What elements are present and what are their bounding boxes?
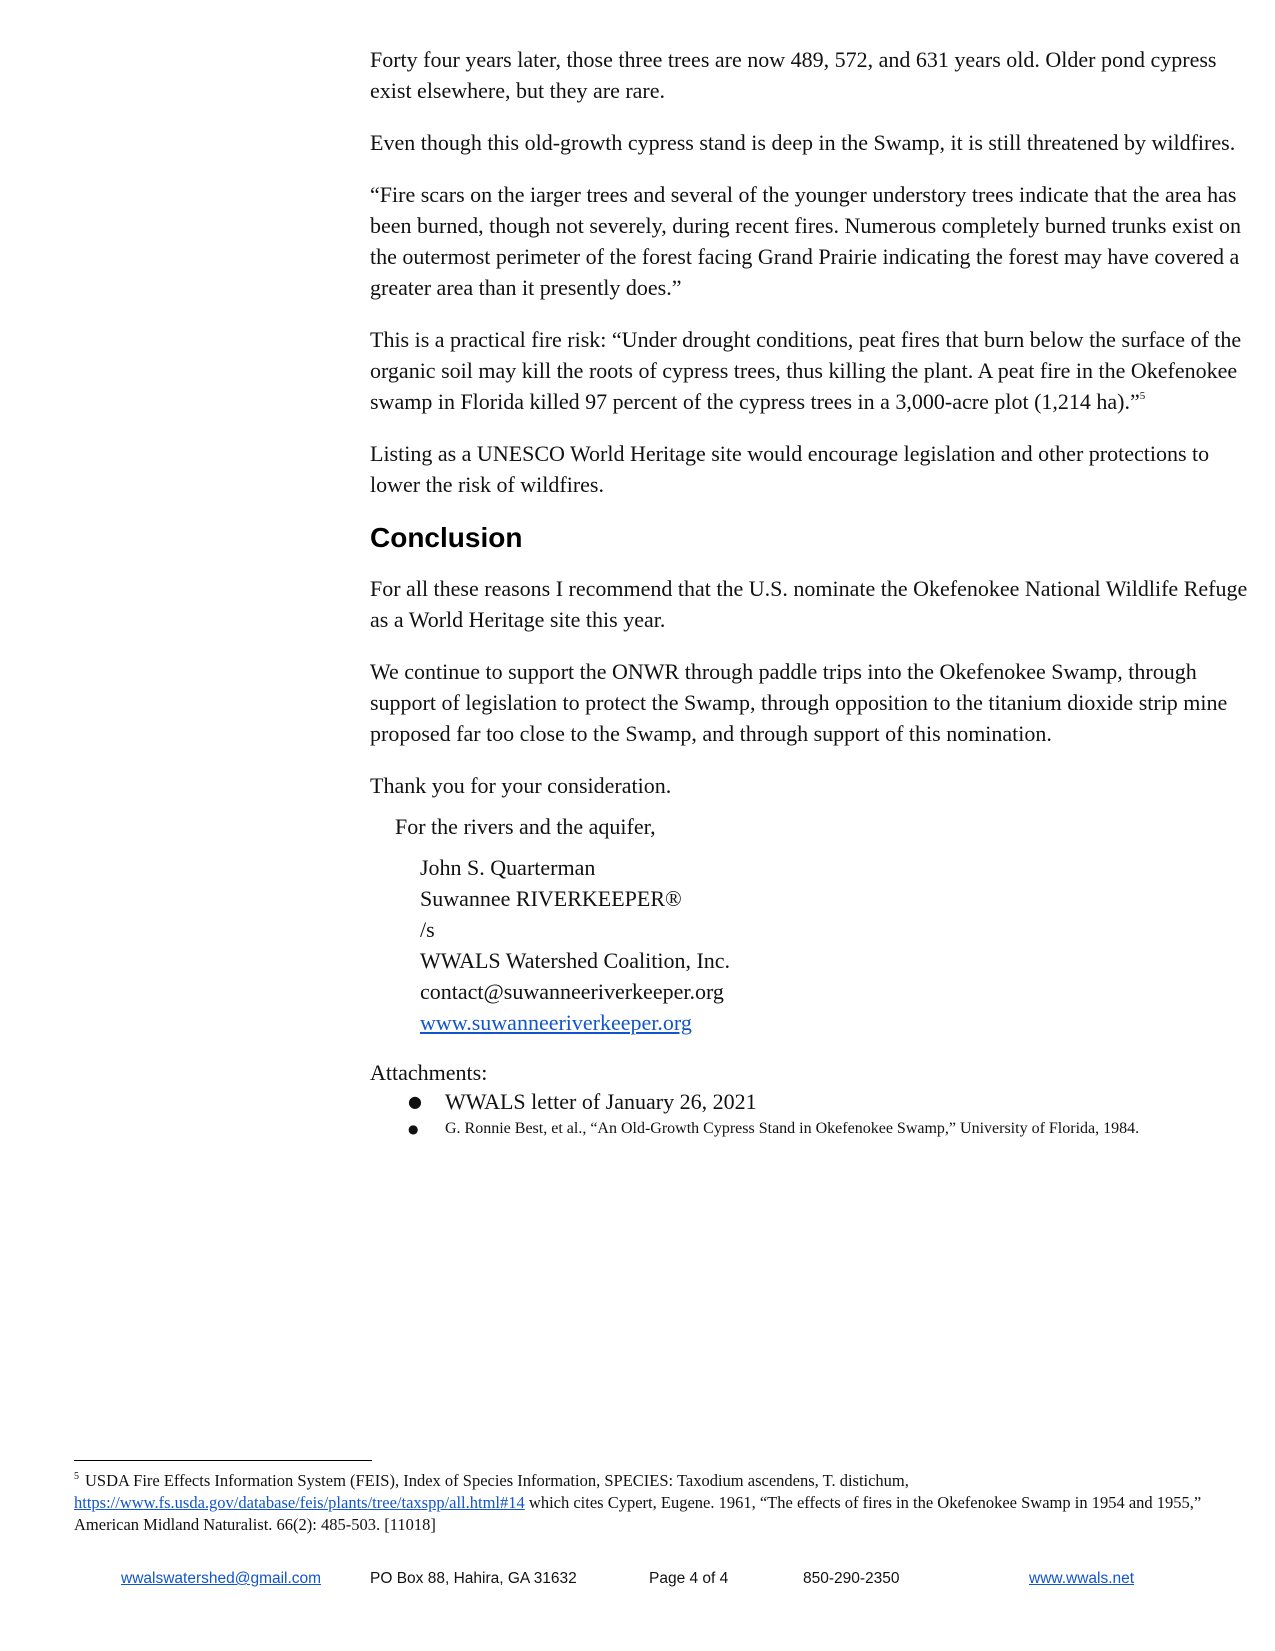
attachment-text: WWALS letter of January 26, 2021 bbox=[445, 1089, 757, 1114]
footnote-number: 5 bbox=[74, 1471, 79, 1482]
attachment-text: G. Ronnie Best, et al., “An Old-Growth Cypress Stand in Okefenokee Swamp,” University of Florida, 1984. bbox=[445, 1120, 1140, 1137]
footnote-reference[interactable]: 5 bbox=[1139, 390, 1146, 402]
paragraph-support: We continue to support the ONWR through paddle trips into the Okefenokee Swamp, through support of legislation to protect the Swamp, through opposition to the titanium dioxide strip mine proposed far too close to the Swamp, and through support of this nomination. bbox=[370, 659, 1228, 746]
footer-email-link[interactable]: wwalswatershed@gmail.com bbox=[121, 1570, 322, 1587]
footnote-text-after: which cites Cypert, Eugene. 1961, “The effects of fires in the Okefenokee Swamp in 1954 and 1955,” American Midland Naturalist. 66(2): 485-503. [11018] bbox=[74, 1493, 1202, 1534]
bullet-icon: ● bbox=[408, 1122, 419, 1136]
paragraph-thanks: Thank you for your consideration. bbox=[370, 773, 672, 798]
footer-website-link[interactable]: www.wwals.net bbox=[1029, 1570, 1135, 1587]
conclusion-heading: Conclusion bbox=[370, 522, 523, 553]
footnote-divider bbox=[74, 1460, 372, 1461]
page-footer bbox=[0, 1570, 1275, 1594]
signer-title: Suwannee RIVERKEEPER® bbox=[420, 886, 682, 911]
closing-line: For the rivers and the aquifer, bbox=[395, 814, 656, 839]
signer-website-link[interactable]: www.suwanneeriverkeeper.org bbox=[420, 1010, 692, 1035]
footnote bbox=[74, 1470, 1214, 1536]
bullet-icon: ● bbox=[408, 1092, 422, 1111]
paragraph-fire-risk bbox=[370, 324, 1260, 417]
signature-mark: /s bbox=[420, 917, 435, 942]
paragraph-fire-scars-quote: “Fire scars on the iarger trees and several of the younger understory trees indicate that the area has been burned, though not severely, during recent fires. Numerous completely burned trunks exist on the outermost perimeter of the forest facing Grand Prairie indicating the forest may have covered a greater area than it presently does.” bbox=[370, 182, 1242, 300]
letter-body bbox=[370, 44, 1260, 1142]
footer-page-number: Page 4 of 4 bbox=[649, 1570, 729, 1587]
fire-risk-text: This is a practical fire risk: “Under drought conditions, peat fires that burn below the surface of the organic soil may kill the roots of cypress trees, thus killing the plant. A peat fire in the Okefenokee swamp in Florida killed 97 percent of the cypress trees in a 3,000-acre plot (1,214 ha).” bbox=[370, 327, 1242, 414]
footnote-link[interactable]: https://www.fs.usda.gov/database/feis/plants/tree/taxspp/all.html#14 bbox=[74, 1493, 525, 1512]
attachments-label: Attachments: bbox=[370, 1060, 488, 1085]
list-item bbox=[370, 1088, 1260, 1116]
footer-address: PO Box 88, Hahira, GA 31632 bbox=[370, 1570, 577, 1587]
signer-name: John S. Quarterman bbox=[420, 855, 596, 880]
paragraph-tree-ages: Forty four years later, those three trees are now 489, 572, and 631 years old. Older pond cypress exist elsewhere, but they are rare. bbox=[370, 47, 1217, 103]
signer-organization: WWALS Watershed Coalition, Inc. bbox=[420, 948, 731, 973]
signature-block bbox=[420, 852, 1260, 1038]
footer-phone: 850-290-2350 bbox=[803, 1570, 900, 1587]
paragraph-wildfire-threat: Even though this old-growth cypress stand is deep in the Swamp, it is still threatened by wildfires. bbox=[370, 130, 1236, 155]
paragraph-unesco-listing: Listing as a UNESCO World Heritage site would encourage legislation and other protections to lower the risk of wildfires. bbox=[370, 441, 1210, 497]
paragraph-recommendation: For all these reasons I recommend that the U.S. nominate the Okefenokee National Wildlife Refuge as a World Heritage site this year. bbox=[370, 576, 1248, 632]
list-item bbox=[370, 1116, 1260, 1142]
footnote-text-before: USDA Fire Effects Information System (FEIS), Index of Species Information, SPECIES: Taxodium ascendens, T. distichum, bbox=[85, 1471, 909, 1490]
signer-email: contact@suwanneeriverkeeper.org bbox=[420, 979, 724, 1004]
attachments-list bbox=[370, 1088, 1260, 1142]
